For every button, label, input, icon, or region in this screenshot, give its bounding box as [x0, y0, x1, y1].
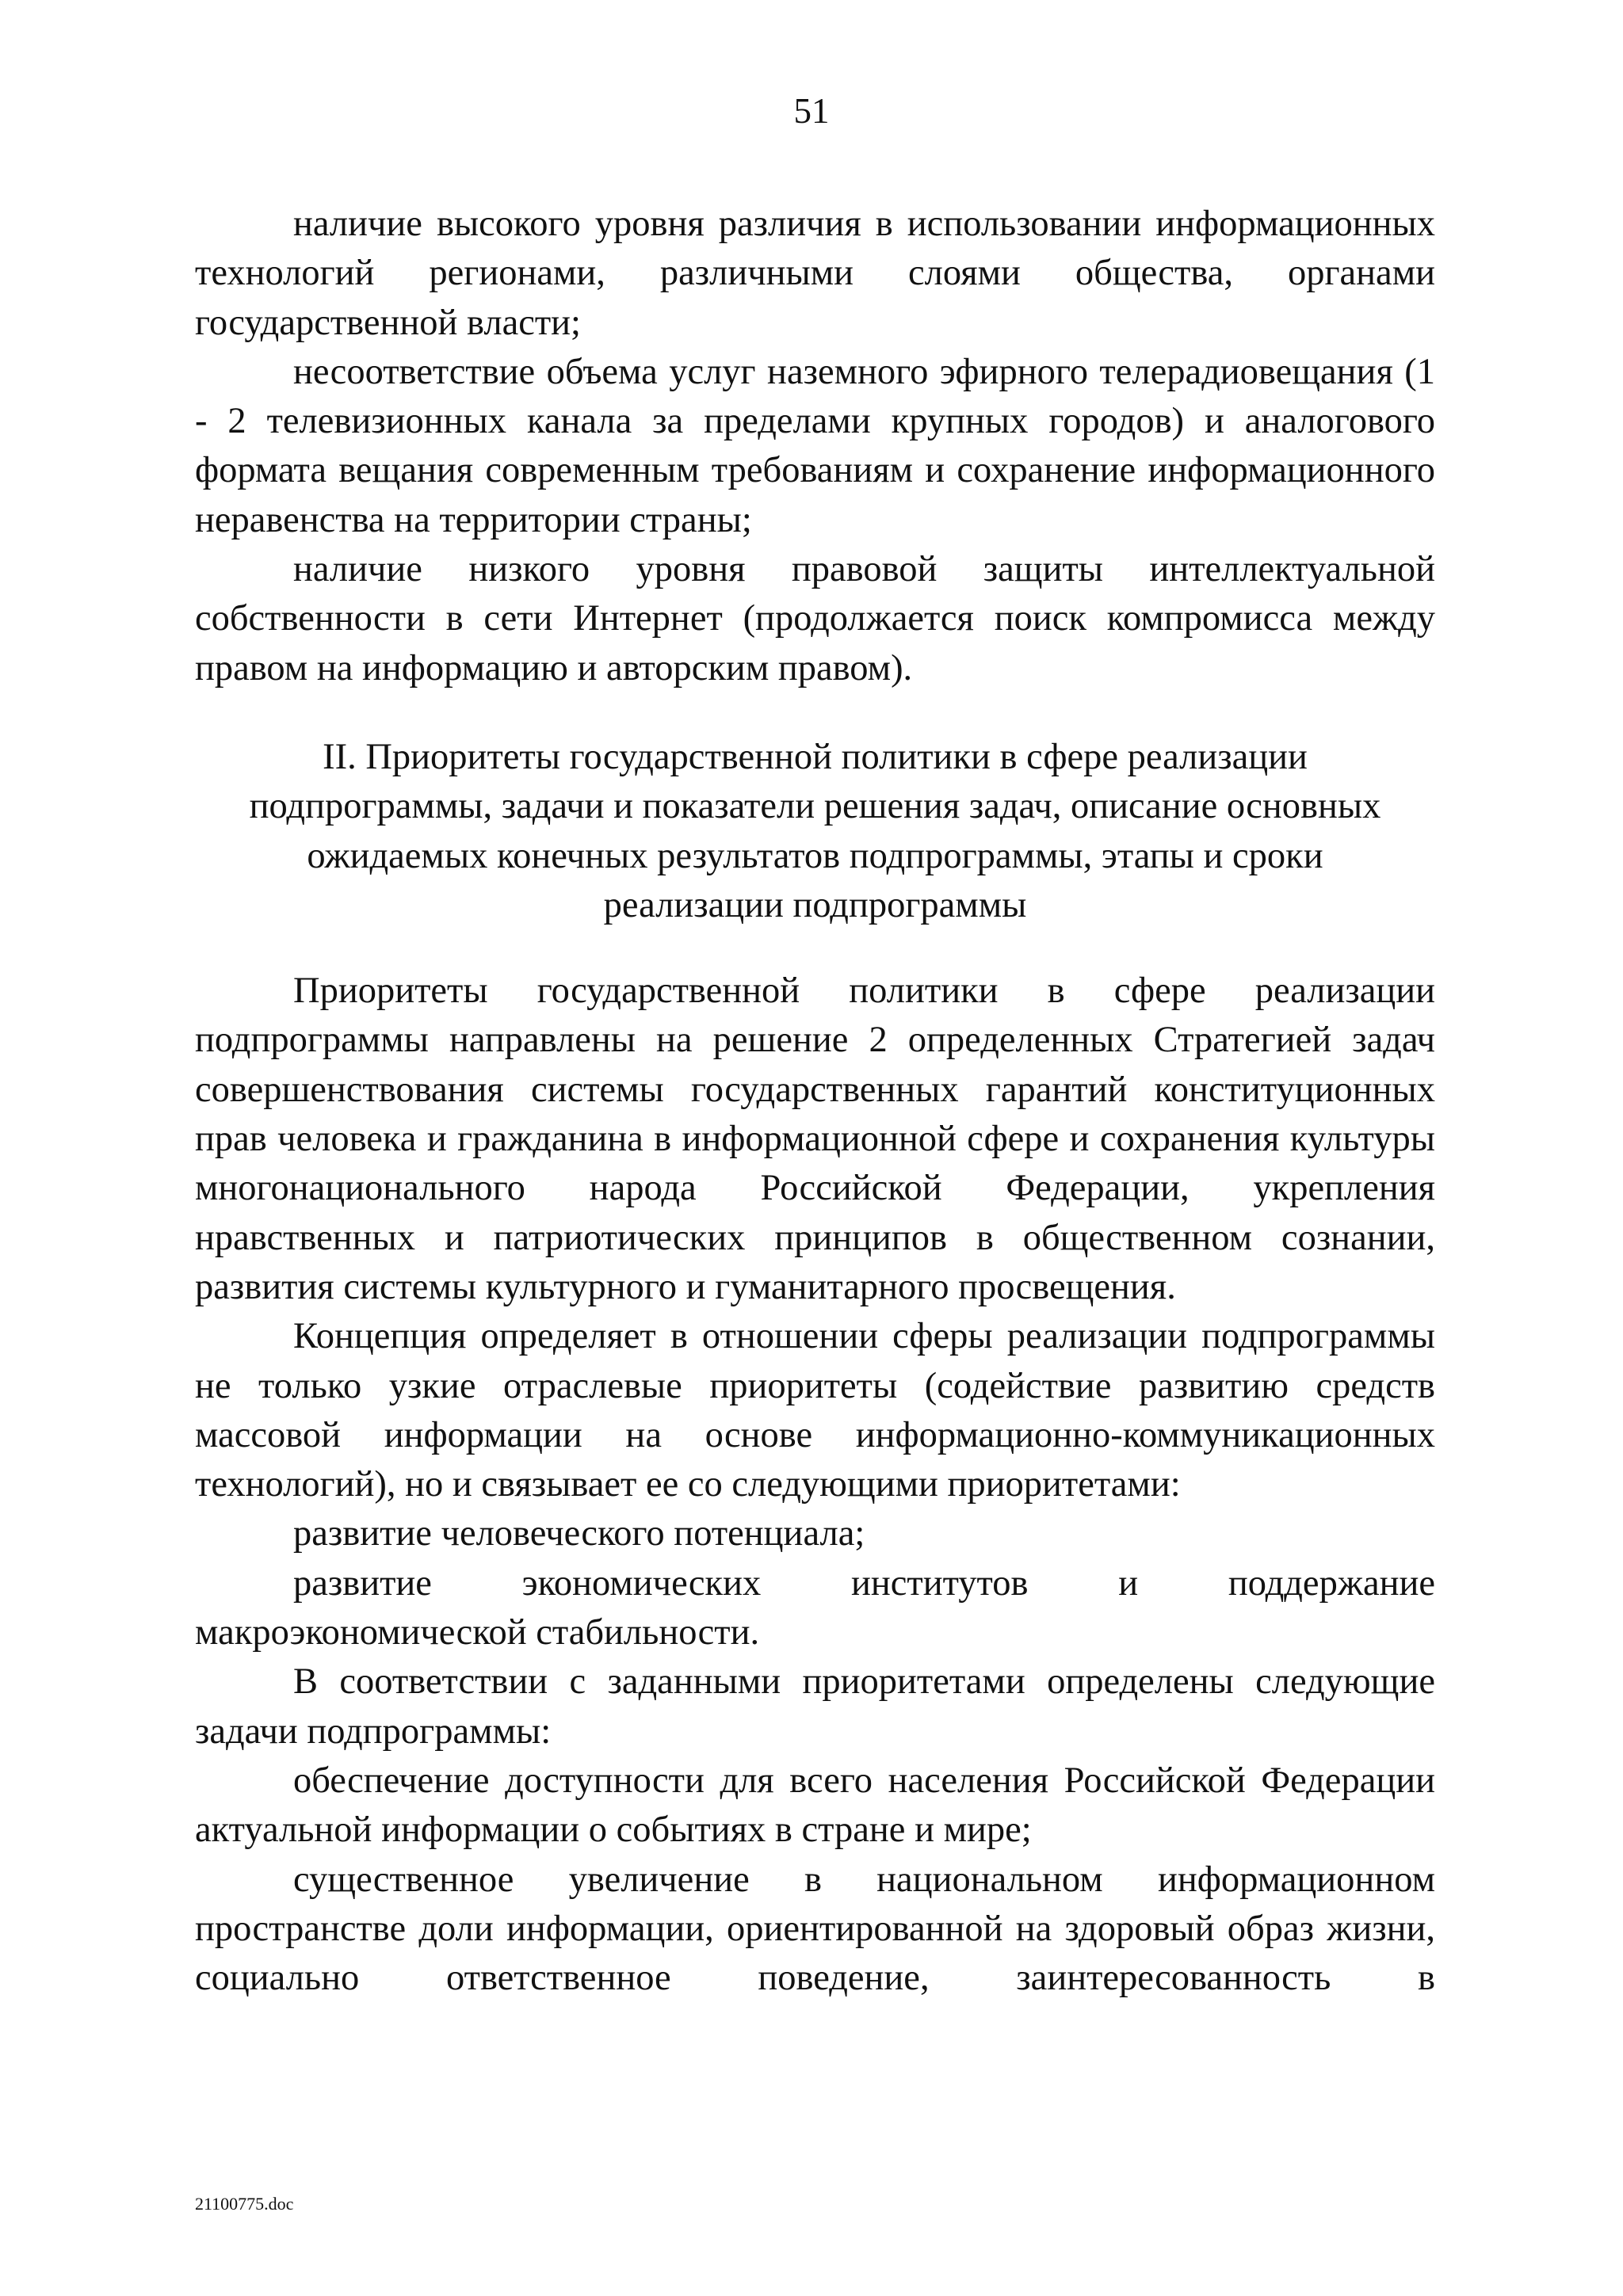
- paragraph-concept: Концепция определяет в отношении сферы реализации подпрограммы не только узкие отраслевые приоритеты (содействие развитию средств массовой информации на основе информационно-коммуникационных технологий), но и связывает ее со следующими приоритетами:: [195, 1316, 1435, 1505]
- list-item-healthy-lifestyle-info: существенное увеличение в национальном информационном пространстве доли информации, ориентированной на здоровый образ жизни, социально ответственное поведение, заинтересованность в: [195, 1859, 1435, 1999]
- footer-file-name: 21100775.doc: [195, 2194, 294, 2214]
- paragraph-difference-in-it-usage: наличие высокого уровня различия в использовании информационных технологий регионами, различными слоями общества, органами государственной власти;: [195, 204, 1435, 343]
- paragraph-ip-protection: наличие низкого уровня правовой защиты интеллектуальной собственности в сети Интернет (продолжается поиск компромисса между правом на информацию и авторским правом).: [195, 549, 1435, 688]
- section-heading-line-2: подпрограммы, задачи и показатели решения задач, описание основных: [249, 786, 1381, 827]
- list-item-human-potential: развитие человеческого потенциала;: [293, 1513, 865, 1554]
- paragraph-tasks-intro: В соответствии с заданными приоритетами определены следующие задачи подпрограммы:: [195, 1661, 1435, 1752]
- paragraph-broadcasting-mismatch: несоответствие объема услуг наземного эфирного телерадиовещания (1 - 2 телевизионных канала за пределами крупных городов) и аналогового формата вещания современным требованиям и сохранение информационного неравенства на территории страны;: [195, 351, 1435, 540]
- list-item-information-access: обеспечение доступности для всего населения Российской Федерации актуальной информации о событиях в стране и мире;: [195, 1760, 1435, 1851]
- section-heading-line-3: ожидаемых конечных результатов подпрограммы, этапы и сроки: [307, 835, 1323, 876]
- page-number: 51: [793, 91, 830, 131]
- section-heading: [195, 733, 1435, 930]
- section-heading-line-1: II. Приоритеты государственной политики в сфере реализации: [323, 736, 1308, 777]
- section-heading-line-4: реализации подпрограммы: [603, 884, 1027, 925]
- list-item-economic-institutions: развитие экономических институтов и поддержание макроэкономической стабильности.: [195, 1562, 1435, 1653]
- document-body: [195, 200, 1435, 2003]
- paragraph-policy-priorities: Приоритеты государственной политики в сфере реализации подпрограммы направлены на решение 2 определенных Стратегией задач совершенствования системы государственных гарантий конституционных прав человека и гражданина в информационной сфере и сохранения культуры многонационального народа Российской Федерации, укрепления нравственных и патриотических принципов в общественном сознании, развития системы культурного и гуманитарного просвещения.: [195, 971, 1435, 1307]
